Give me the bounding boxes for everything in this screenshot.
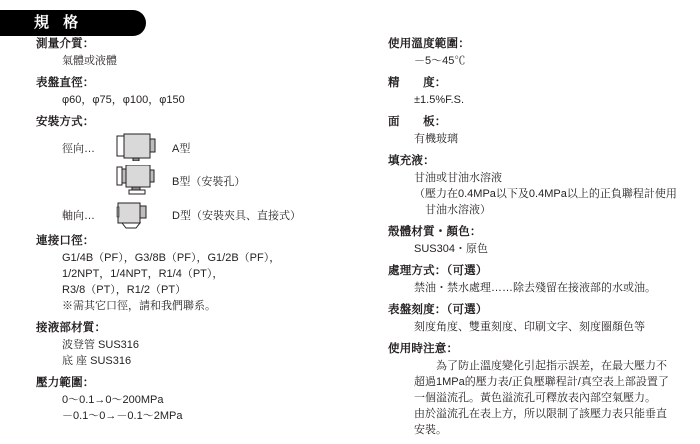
spec-accuracy bbox=[388, 75, 688, 108]
spec-usage-notes-label: 使用時注意： bbox=[388, 343, 459, 355]
left-column bbox=[36, 36, 376, 425]
spec-filling-liquid-value-1: 甘油或甘油水溶液 bbox=[414, 172, 502, 184]
spec-case-material bbox=[388, 224, 688, 257]
spec-mounting bbox=[36, 114, 376, 231]
spec-wetted-material-label: 接液部材質： bbox=[36, 322, 107, 334]
spec-wetted-material-value-2: 底 座 SUS316 bbox=[62, 355, 132, 367]
right-column bbox=[388, 36, 688, 439]
spec-case-material-value: SUS304・原色 bbox=[414, 243, 488, 255]
spec-temperature-range-label: 使用溫度範圍： bbox=[388, 38, 470, 50]
mounting-row-a-after: A型 bbox=[172, 143, 191, 155]
spec-treatment bbox=[388, 263, 688, 296]
spec-connection bbox=[36, 233, 376, 314]
gauge-radial-icon bbox=[116, 133, 162, 166]
spec-connection-note: ※需其它口徑，請和我們聯系。 bbox=[62, 300, 216, 312]
spec-dial-diameter-label: 表盤直徑： bbox=[36, 77, 95, 89]
spec-accuracy-label: 精 度： bbox=[388, 77, 447, 89]
spec-usage-notes-line-3: 一個溢流孔。黃色溢流孔可釋放表內部空氣壓力。 bbox=[414, 392, 656, 404]
spec-filling-liquid-label: 填充液： bbox=[388, 155, 435, 167]
spec-wetted-material bbox=[36, 320, 376, 369]
spec-dial-diameter bbox=[36, 75, 376, 108]
spec-medium-label: 測量介質： bbox=[36, 38, 95, 50]
mounting-row-d bbox=[36, 197, 376, 231]
spec-usage-notes-line-4: 由於溢流孔在表上方，所以限制了該壓力表只能垂直 bbox=[414, 408, 667, 420]
mounting-row-b-after: B型（安裝孔） bbox=[172, 176, 246, 188]
spec-medium bbox=[36, 36, 376, 69]
page-title: 規 格 bbox=[34, 14, 84, 31]
spec-accuracy-value: ±1.5%F.S. bbox=[414, 94, 465, 106]
spec-dial-diameter-value: φ60，φ75，φ100，φ150 bbox=[62, 94, 185, 106]
spec-panel-label: 面 板： bbox=[388, 116, 447, 128]
spec-mounting-label: 安裝方式： bbox=[36, 116, 95, 128]
spec-filling-liquid-value-2: （壓力在0.4MPa以下及0.4MPa以上的正負聯程計使用 bbox=[414, 188, 677, 200]
mounting-row-d-after: D型（安裝夾具、直接式） bbox=[172, 210, 301, 222]
spec-treatment-label: 處理方式：（可選） bbox=[388, 265, 488, 277]
spec-case-material-label: 殼體材質・顏色： bbox=[388, 226, 482, 238]
spec-wetted-material-value-1: 波登管 SUS316 bbox=[62, 339, 140, 351]
mounting-row-b bbox=[36, 163, 376, 197]
spec-panel bbox=[388, 114, 688, 147]
spec-pressure-range-label: 壓力範圍： bbox=[36, 377, 95, 389]
mounting-row-d-lead: 軸向… bbox=[62, 210, 95, 222]
gauge-flange-icon bbox=[116, 165, 162, 200]
spec-pressure-range-value-2: －0.1～0→－0.1～2MPa bbox=[62, 410, 183, 422]
spec-connection-value-3: R3/8（PT），R1/2（PT） bbox=[62, 284, 187, 296]
spec-medium-value: 氣體或液體 bbox=[62, 55, 117, 67]
mounting-row-a bbox=[36, 131, 376, 163]
spec-temperature-range-value: －5～45℃ bbox=[414, 55, 466, 67]
page-header bbox=[0, 10, 700, 36]
spec-usage-notes bbox=[388, 341, 688, 438]
spec-filling-liquid-value-3: 甘油水溶液） bbox=[414, 204, 491, 216]
spec-usage-notes-line-2: 超過1MPa的壓力表/正負壓聯程計/真空表上部設置了 bbox=[414, 376, 669, 388]
spec-dial-scale bbox=[388, 302, 688, 335]
spec-usage-notes-line-1: 為了防止溫度變化引起指示誤差，在最大壓力不 bbox=[436, 360, 667, 372]
mounting-row-a-lead: 徑向… bbox=[62, 143, 95, 155]
spec-dial-scale-value: 刻度角度、雙重刻度、印刷文字、刻度圈顏色等 bbox=[414, 321, 645, 333]
spec-dial-scale-label: 表盤刻度：（可選） bbox=[388, 304, 488, 316]
spec-connection-label: 連接口徑： bbox=[36, 235, 95, 247]
spec-connection-value-1: G1/4B（PF），G3/8B（PF），G1/2B（PF）， bbox=[62, 252, 281, 264]
spec-connection-value-2: 1/2NPT，1/4NPT，R1/4（PT）， bbox=[62, 268, 224, 280]
spec-panel-value: 有機玻璃 bbox=[414, 133, 458, 145]
spec-filling-liquid bbox=[388, 153, 688, 218]
spec-pressure-range-value-1: 0～0.1→0～200MPa bbox=[62, 394, 164, 406]
spec-treatment-value: 禁油・禁水處理……除去殘留在接液部的水或油。 bbox=[414, 282, 656, 294]
spec-temperature-range bbox=[388, 36, 688, 69]
gauge-axial-icon bbox=[116, 201, 162, 234]
spec-pressure-range bbox=[36, 375, 376, 424]
spec-usage-notes-line-5: 安裝。 bbox=[414, 424, 447, 436]
